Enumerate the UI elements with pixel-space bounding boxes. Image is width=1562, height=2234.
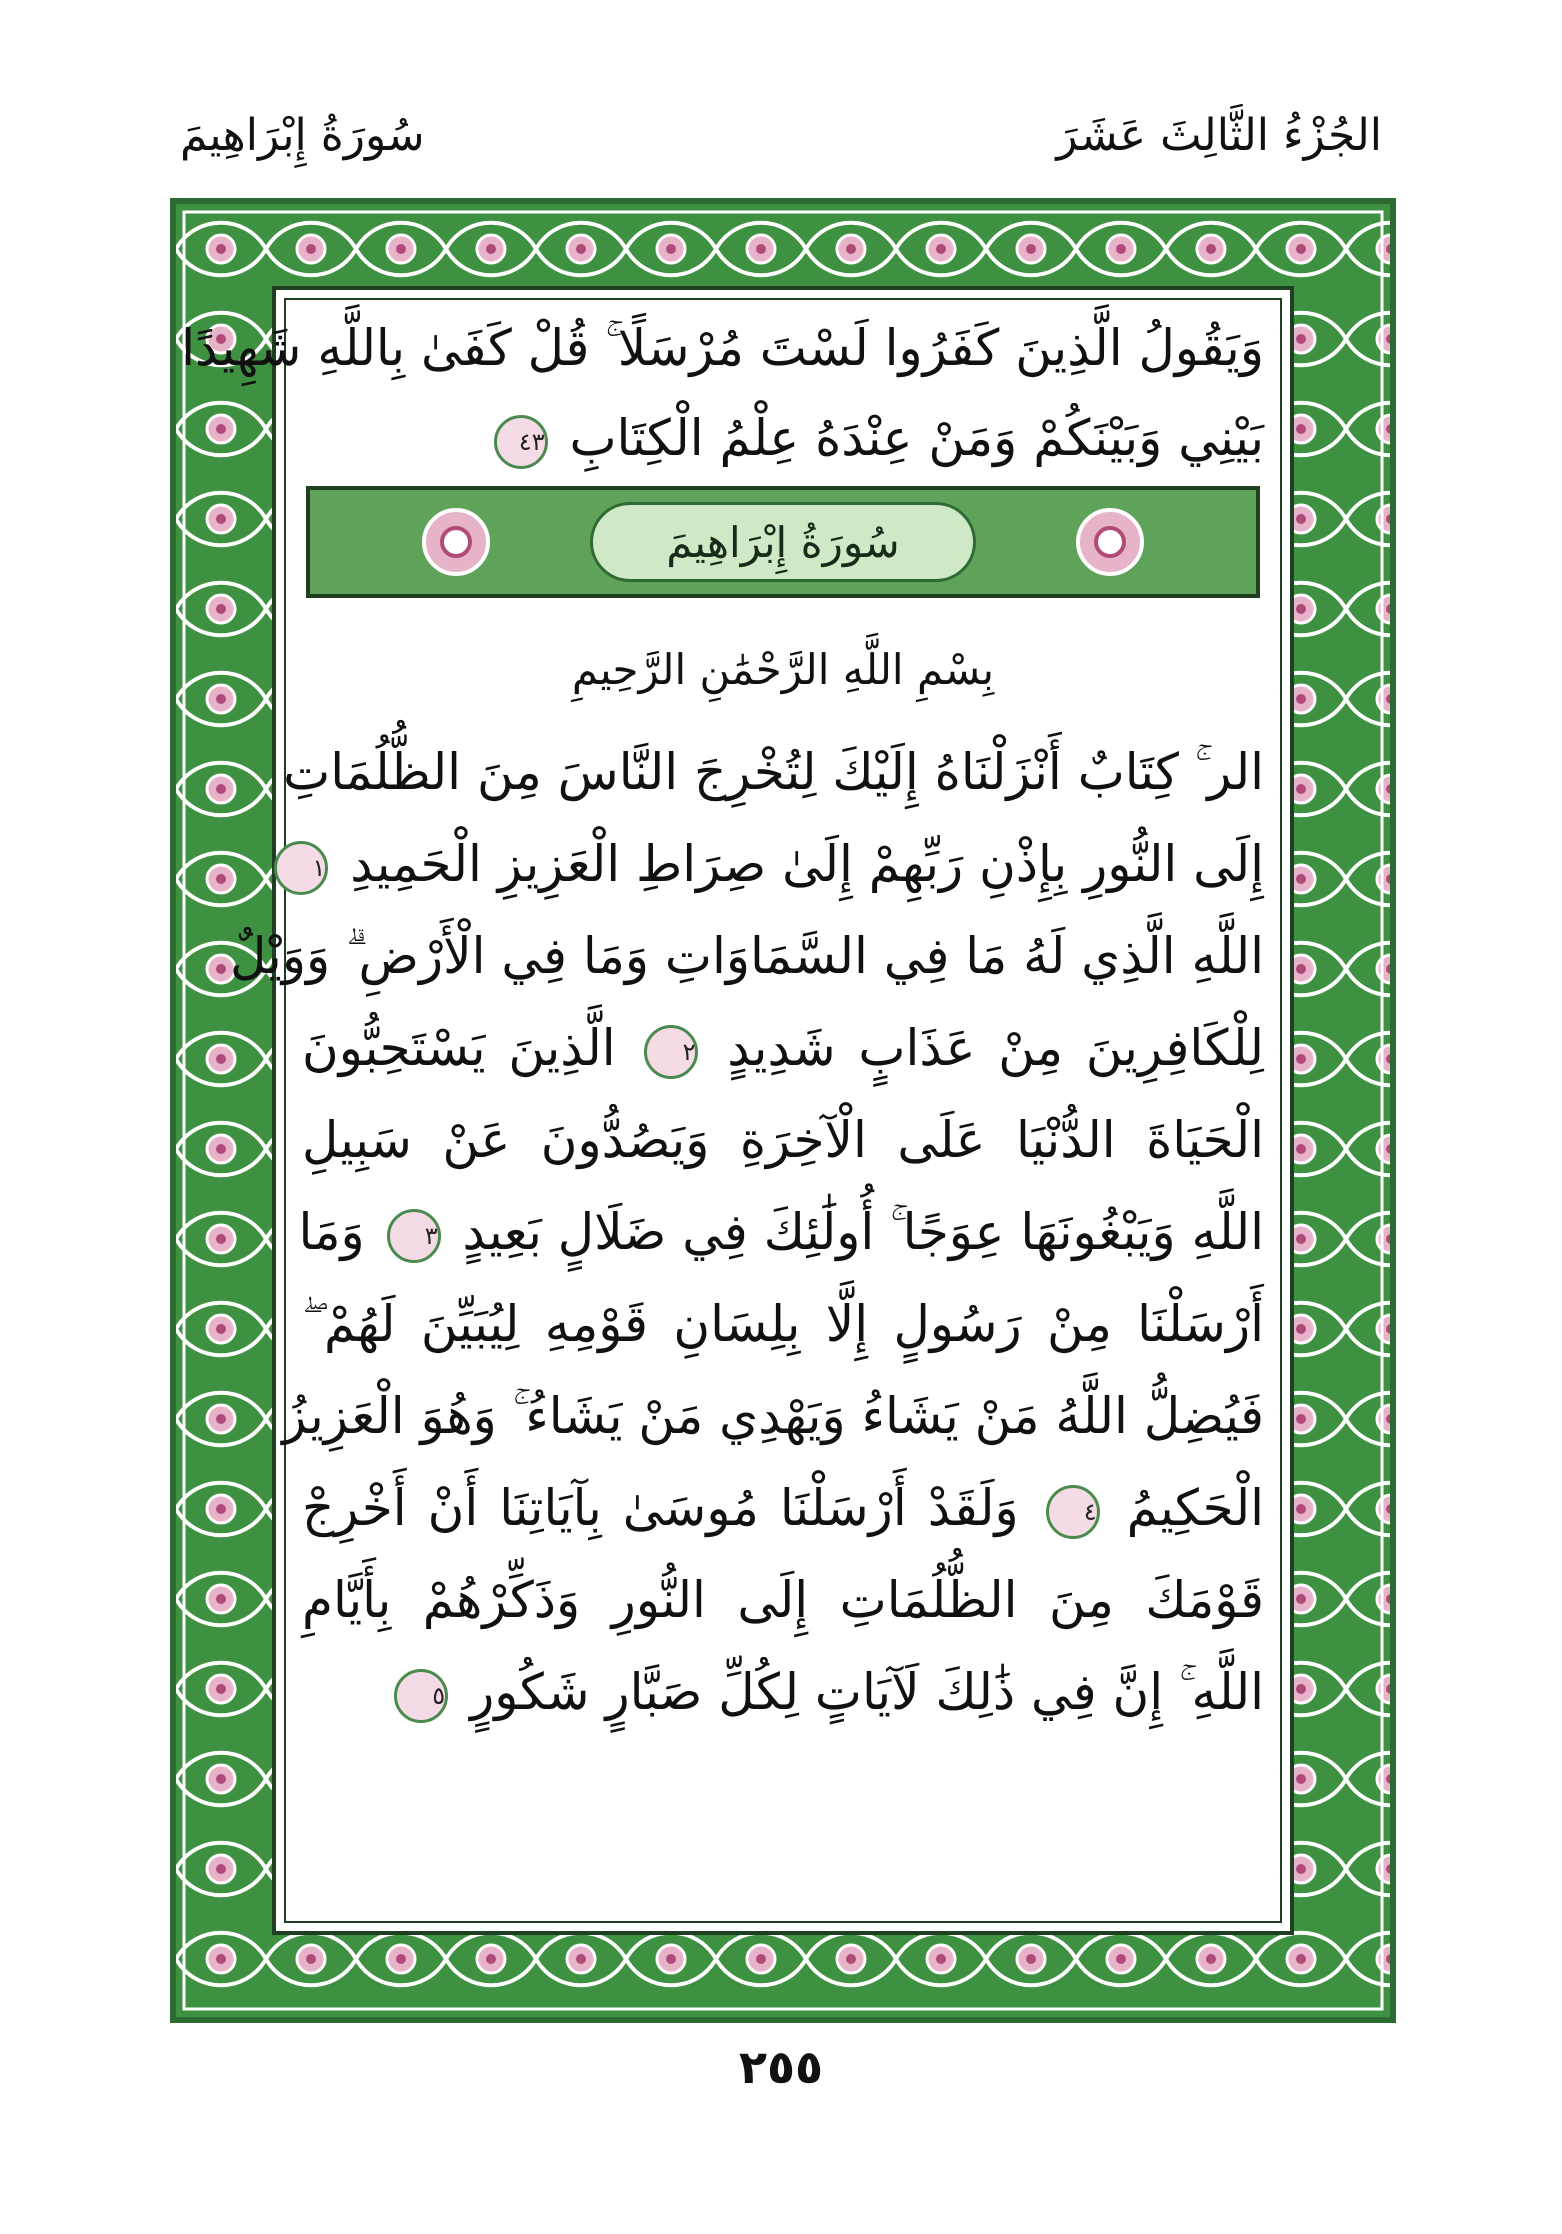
verse-line bbox=[302, 1002, 1264, 1094]
verse-line bbox=[230, 910, 1264, 1002]
juz-name-header: الجُزْءُ الثَّالِثَ عَشَرَ bbox=[1056, 110, 1382, 161]
verse-line bbox=[283, 726, 1264, 818]
ayah-number-marker: ٣ bbox=[387, 1209, 441, 1263]
page-number: ٢٥٥ bbox=[738, 2040, 824, 2094]
verse-text: وَمَا bbox=[298, 1203, 365, 1261]
verse-text: وَلَقَدْ أَرْسَلْنَا مُوسَىٰ بِآيَاتِنَا أَنْ أَخْرِجْ bbox=[302, 1479, 1019, 1537]
verse-text: قَوْمَكَ مِنَ الظُّلُمَاتِ إِلَى النُّورِ وَذَكِّرْهُمْ بِأَيَّامِ bbox=[302, 1571, 1264, 1629]
basmala: بِسْمِ اللَّهِ الرَّحْمَٰنِ الرَّحِيمِ bbox=[571, 645, 995, 694]
verse-text: لِلْكَافِرِينَ مِنْ عَذَابٍ شَدِيدٍ bbox=[727, 1019, 1264, 1077]
verse-text: الْحَكِيمُ bbox=[1126, 1479, 1264, 1537]
verse-line bbox=[302, 1646, 1264, 1738]
verse-line bbox=[302, 818, 1264, 910]
verse-text: الَّذِينَ يَسْتَحِبُّونَ bbox=[302, 1019, 616, 1077]
verse-line bbox=[302, 1278, 1264, 1370]
surah-name-header: سُورَةُ إِبْرَاهِيمَ bbox=[180, 110, 425, 161]
verse-text: اللَّهِ الَّذِي لَهُ مَا فِي السَّمَاوَاتِ وَمَا فِي الْأَرْضِ ۗ وَوَيْلٌ bbox=[230, 927, 1264, 985]
verse-line bbox=[302, 392, 1264, 484]
page-header bbox=[170, 110, 1392, 200]
rosette-ornament bbox=[420, 506, 492, 578]
text-panel bbox=[181, 286, 1294, 1935]
surah-title: سُورَةُ إِبْرَاهِيمَ bbox=[590, 502, 976, 582]
surah-title-banner bbox=[306, 486, 1260, 598]
verse-line bbox=[302, 1094, 1264, 1186]
verse-line bbox=[302, 1462, 1264, 1554]
verse-text: اللَّهِ ۚ إِنَّ فِي ذَٰلِكَ لَآيَاتٍ لِكُلِّ صَبَّارٍ شَكُورٍ bbox=[470, 1663, 1264, 1721]
ayah-number-marker: ١ bbox=[274, 841, 328, 895]
verse-text: أَرْسَلْنَا مِنْ رَسُولٍ إِلَّا بِلِسَانِ قَوْمِهِ لِيُبَيِّنَ لَهُمْ ۖ bbox=[302, 1295, 1264, 1353]
verse-text: الْحَيَاةَ الدُّنْيَا عَلَى الْآخِرَةِ وَيَصُدُّونَ عَنْ سَبِيلِ bbox=[302, 1111, 1264, 1169]
verse-text: وَيَقُولُ الَّذِينَ كَفَرُوا لَسْتَ مُرْسَلًا ۚ قُلْ كَفَىٰ بِاللَّهِ شَهِيدًا bbox=[181, 319, 1264, 377]
verse-text: إِلَى النُّورِ بِإِذْنِ رَبِّهِمْ إِلَىٰ صِرَاطِ الْعَزِيزِ الْحَمِيدِ bbox=[350, 835, 1264, 893]
rosette-ornament bbox=[1074, 506, 1146, 578]
verse-line bbox=[282, 1370, 1264, 1462]
verse-text: الر ۚ كِتَابٌ أَنْزَلْنَاهُ إِلَيْكَ لِتُخْرِجَ النَّاسَ مِنَ الظُّلُمَاتِ bbox=[283, 743, 1264, 801]
verse-text: فَيُضِلُّ اللَّهُ مَنْ يَشَاءُ وَيَهْدِي مَنْ يَشَاءُ ۚ وَهُوَ الْعَزِيزُ bbox=[282, 1387, 1264, 1445]
ayah-number-marker: ٥ bbox=[394, 1669, 448, 1723]
verse-text: اللَّهِ وَيَبْغُونَهَا عِوَجًا ۚ أُولَٰئِكَ فِي ضَلَالٍ بَعِيدٍ bbox=[462, 1203, 1264, 1261]
verse-line bbox=[298, 1186, 1264, 1278]
verse-line bbox=[181, 302, 1264, 394]
ayah-number-marker: ٤٣ bbox=[494, 415, 548, 469]
ayah-number-marker: ٢ bbox=[644, 1025, 698, 1079]
verse-text: بَيْنِي وَبَيْنَكُمْ وَمَنْ عِنْدَهُ عِلْمُ الْكِتَابِ bbox=[569, 409, 1264, 467]
ornamental-frame bbox=[170, 198, 1396, 2023]
ayah-number-marker: ٤ bbox=[1046, 1485, 1100, 1539]
verse-line bbox=[302, 1554, 1264, 1646]
